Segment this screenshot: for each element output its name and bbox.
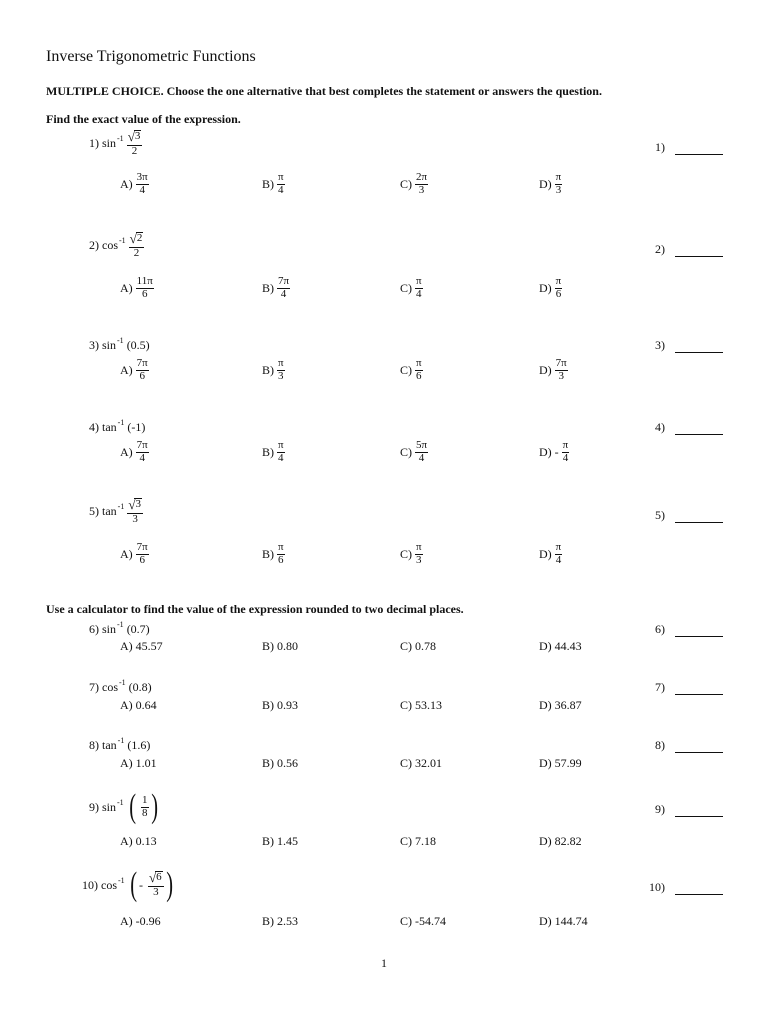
- answer-line[interactable]: [675, 422, 723, 435]
- option-c[interactable]: C) $\frac{\pi}{6}$: [400, 357, 422, 382]
- option-d[interactable]: D) $\frac{\pi}{3}$: [539, 171, 562, 196]
- answer-blank[interactable]: 8): [655, 738, 723, 753]
- option-a[interactable]: A) 45.57: [120, 639, 163, 653]
- option-d[interactable]: D) 57.99: [539, 756, 582, 770]
- option-b[interactable]: B) $\frac{7\pi}{4}$: [262, 275, 290, 300]
- option-b[interactable]: B) 0.56: [262, 756, 298, 770]
- function-name: sin: [102, 136, 117, 151]
- sqrt-icon: √: [129, 231, 137, 246]
- answer-blank[interactable]: 5): [655, 508, 723, 523]
- option-a[interactable]: A) $\frac{7\pi}{6}$: [120, 357, 148, 382]
- page-number: 1: [381, 956, 387, 970]
- argument-fraction: √ 3 3: [128, 497, 141, 525]
- answer-blank[interactable]: 2): [655, 242, 723, 257]
- sqrt-icon: √: [127, 129, 135, 144]
- argument-fraction: √ 3 2: [127, 129, 141, 157]
- answer-line[interactable]: [675, 804, 723, 817]
- option-b[interactable]: B) $\frac{\pi}{4}$: [262, 439, 284, 464]
- answer-blank[interactable]: 6): [655, 622, 723, 637]
- answer-line[interactable]: [675, 624, 723, 637]
- answer-line[interactable]: [675, 142, 723, 155]
- option-b[interactable]: B) 2.53: [262, 914, 298, 928]
- answer-blank[interactable]: 4): [655, 420, 723, 435]
- left-paren-icon: (: [129, 866, 137, 903]
- option-b[interactable]: B) $\frac{\pi}{3}$: [262, 357, 284, 382]
- question-stem: 4) tan -1 (-1): [89, 418, 146, 434]
- section2-instruction: Use a calculator to find the value of the expression rounded to two decimal places.: [46, 602, 464, 616]
- option-b[interactable]: B) 1.45: [262, 834, 298, 848]
- option-a[interactable]: A) 0.64: [120, 698, 157, 712]
- answer-blank[interactable]: 9): [655, 802, 723, 817]
- option-d[interactable]: D) - $\frac{\pi}{4}$: [539, 439, 569, 464]
- answer-blank[interactable]: 3): [655, 338, 723, 353]
- question-stem: 3) sin -1 (0.5): [89, 336, 150, 352]
- argument-parenthesized: ( $\frac{1}{8}$ ): [128, 788, 158, 825]
- answer-line[interactable]: [675, 682, 723, 695]
- answer-line[interactable]: [675, 882, 723, 895]
- option-c[interactable]: C) $\frac{\pi}{4}$: [400, 275, 422, 300]
- question-stem: 5) tan -1 √ 3 3: [89, 497, 141, 525]
- option-d[interactable]: D) 44.43: [539, 639, 582, 653]
- option-a[interactable]: A) $\frac{7\pi}{6}$: [120, 541, 148, 566]
- page-title: Inverse Trigonometric Functions: [46, 48, 256, 65]
- option-c[interactable]: C) 7.18: [400, 834, 436, 848]
- option-b[interactable]: B) 0.93: [262, 698, 298, 712]
- option-c[interactable]: C) -54.74: [400, 914, 446, 928]
- question-stem: 10) cos -1 ( - √ 6 3 ): [82, 868, 175, 902]
- answer-line[interactable]: [675, 740, 723, 753]
- section1-instruction: Find the exact value of the expression.: [46, 112, 241, 126]
- option-a[interactable]: A) $\frac{7\pi}{4}$: [120, 439, 148, 464]
- answer-line[interactable]: [675, 510, 723, 523]
- option-c[interactable]: C) $\frac{5\pi}{4}$: [400, 439, 428, 464]
- option-b[interactable]: B) $\frac{\pi}{6}$: [262, 541, 284, 566]
- argument: (-1): [127, 420, 146, 434]
- option-d[interactable]: D) $\frac{\pi}{4}$: [539, 541, 562, 566]
- option-a[interactable]: A) 1.01: [120, 756, 157, 770]
- option-c[interactable]: C) 53.13: [400, 698, 442, 712]
- option-b[interactable]: B) $\frac{\pi}{4}$: [262, 171, 284, 196]
- argument: (0.5): [126, 338, 150, 352]
- answer-line[interactable]: [675, 340, 723, 353]
- argument: (1.6): [127, 738, 151, 752]
- question-stem: 7) cos -1 (0.8): [89, 678, 152, 694]
- option-a[interactable]: A) -0.96: [120, 914, 161, 928]
- question-stem: 2) cos -1 √ 2 2: [89, 231, 143, 259]
- answer-line[interactable]: [675, 244, 723, 257]
- option-a[interactable]: A) $\frac{3\pi}{4}$: [120, 171, 148, 196]
- option-b[interactable]: B) 0.80: [262, 639, 298, 653]
- option-c[interactable]: C) 32.01: [400, 756, 442, 770]
- option-a[interactable]: A) $\frac{11\pi}{6}$: [120, 275, 153, 300]
- argument-fraction: √ 2 2: [129, 231, 143, 259]
- sqrt-icon: √: [128, 497, 136, 512]
- option-c[interactable]: C) 0.78: [400, 639, 436, 653]
- sqrt-icon: √: [149, 870, 157, 886]
- question-stem: 8) tan -1 (1.6): [89, 736, 151, 752]
- right-paren-icon: ): [150, 788, 158, 825]
- option-d[interactable]: D) 82.82: [539, 834, 582, 848]
- option-d[interactable]: D) $\frac{7\pi}{3}$: [539, 357, 567, 382]
- option-a[interactable]: A) 0.13: [120, 834, 157, 848]
- option-d[interactable]: D) 144.74: [539, 914, 588, 928]
- argument-parenthesized: ( - √ 6 3 ): [129, 866, 173, 903]
- answer-blank[interactable]: 1): [655, 140, 723, 155]
- option-d[interactable]: D) 36.87: [539, 698, 582, 712]
- question-number: 1): [89, 136, 99, 151]
- answer-blank[interactable]: 7): [655, 680, 723, 695]
- question-stem: 6) sin -1 (0.7): [89, 620, 150, 636]
- option-c[interactable]: C) $\frac{\pi}{3}$: [400, 541, 422, 566]
- question-stem: [89, 130, 142, 157]
- inverse-exponent: -1: [117, 134, 124, 144]
- question-stem: 9) sin -1 ( $\frac{1}{8}$ ): [89, 790, 160, 824]
- argument: (0.8): [128, 680, 152, 694]
- header-instruction: MULTIPLE CHOICE. Choose the one alternative that best completes the statement or answers the question.: [46, 84, 602, 98]
- argument: (0.7): [126, 622, 150, 636]
- left-paren-icon: (: [128, 788, 136, 825]
- option-d[interactable]: D) $\frac{\pi}{6}$: [539, 275, 562, 300]
- answer-blank[interactable]: 10): [649, 880, 723, 895]
- right-paren-icon: ): [165, 866, 173, 903]
- option-c[interactable]: C) $\frac{2\pi}{3}$: [400, 171, 428, 196]
